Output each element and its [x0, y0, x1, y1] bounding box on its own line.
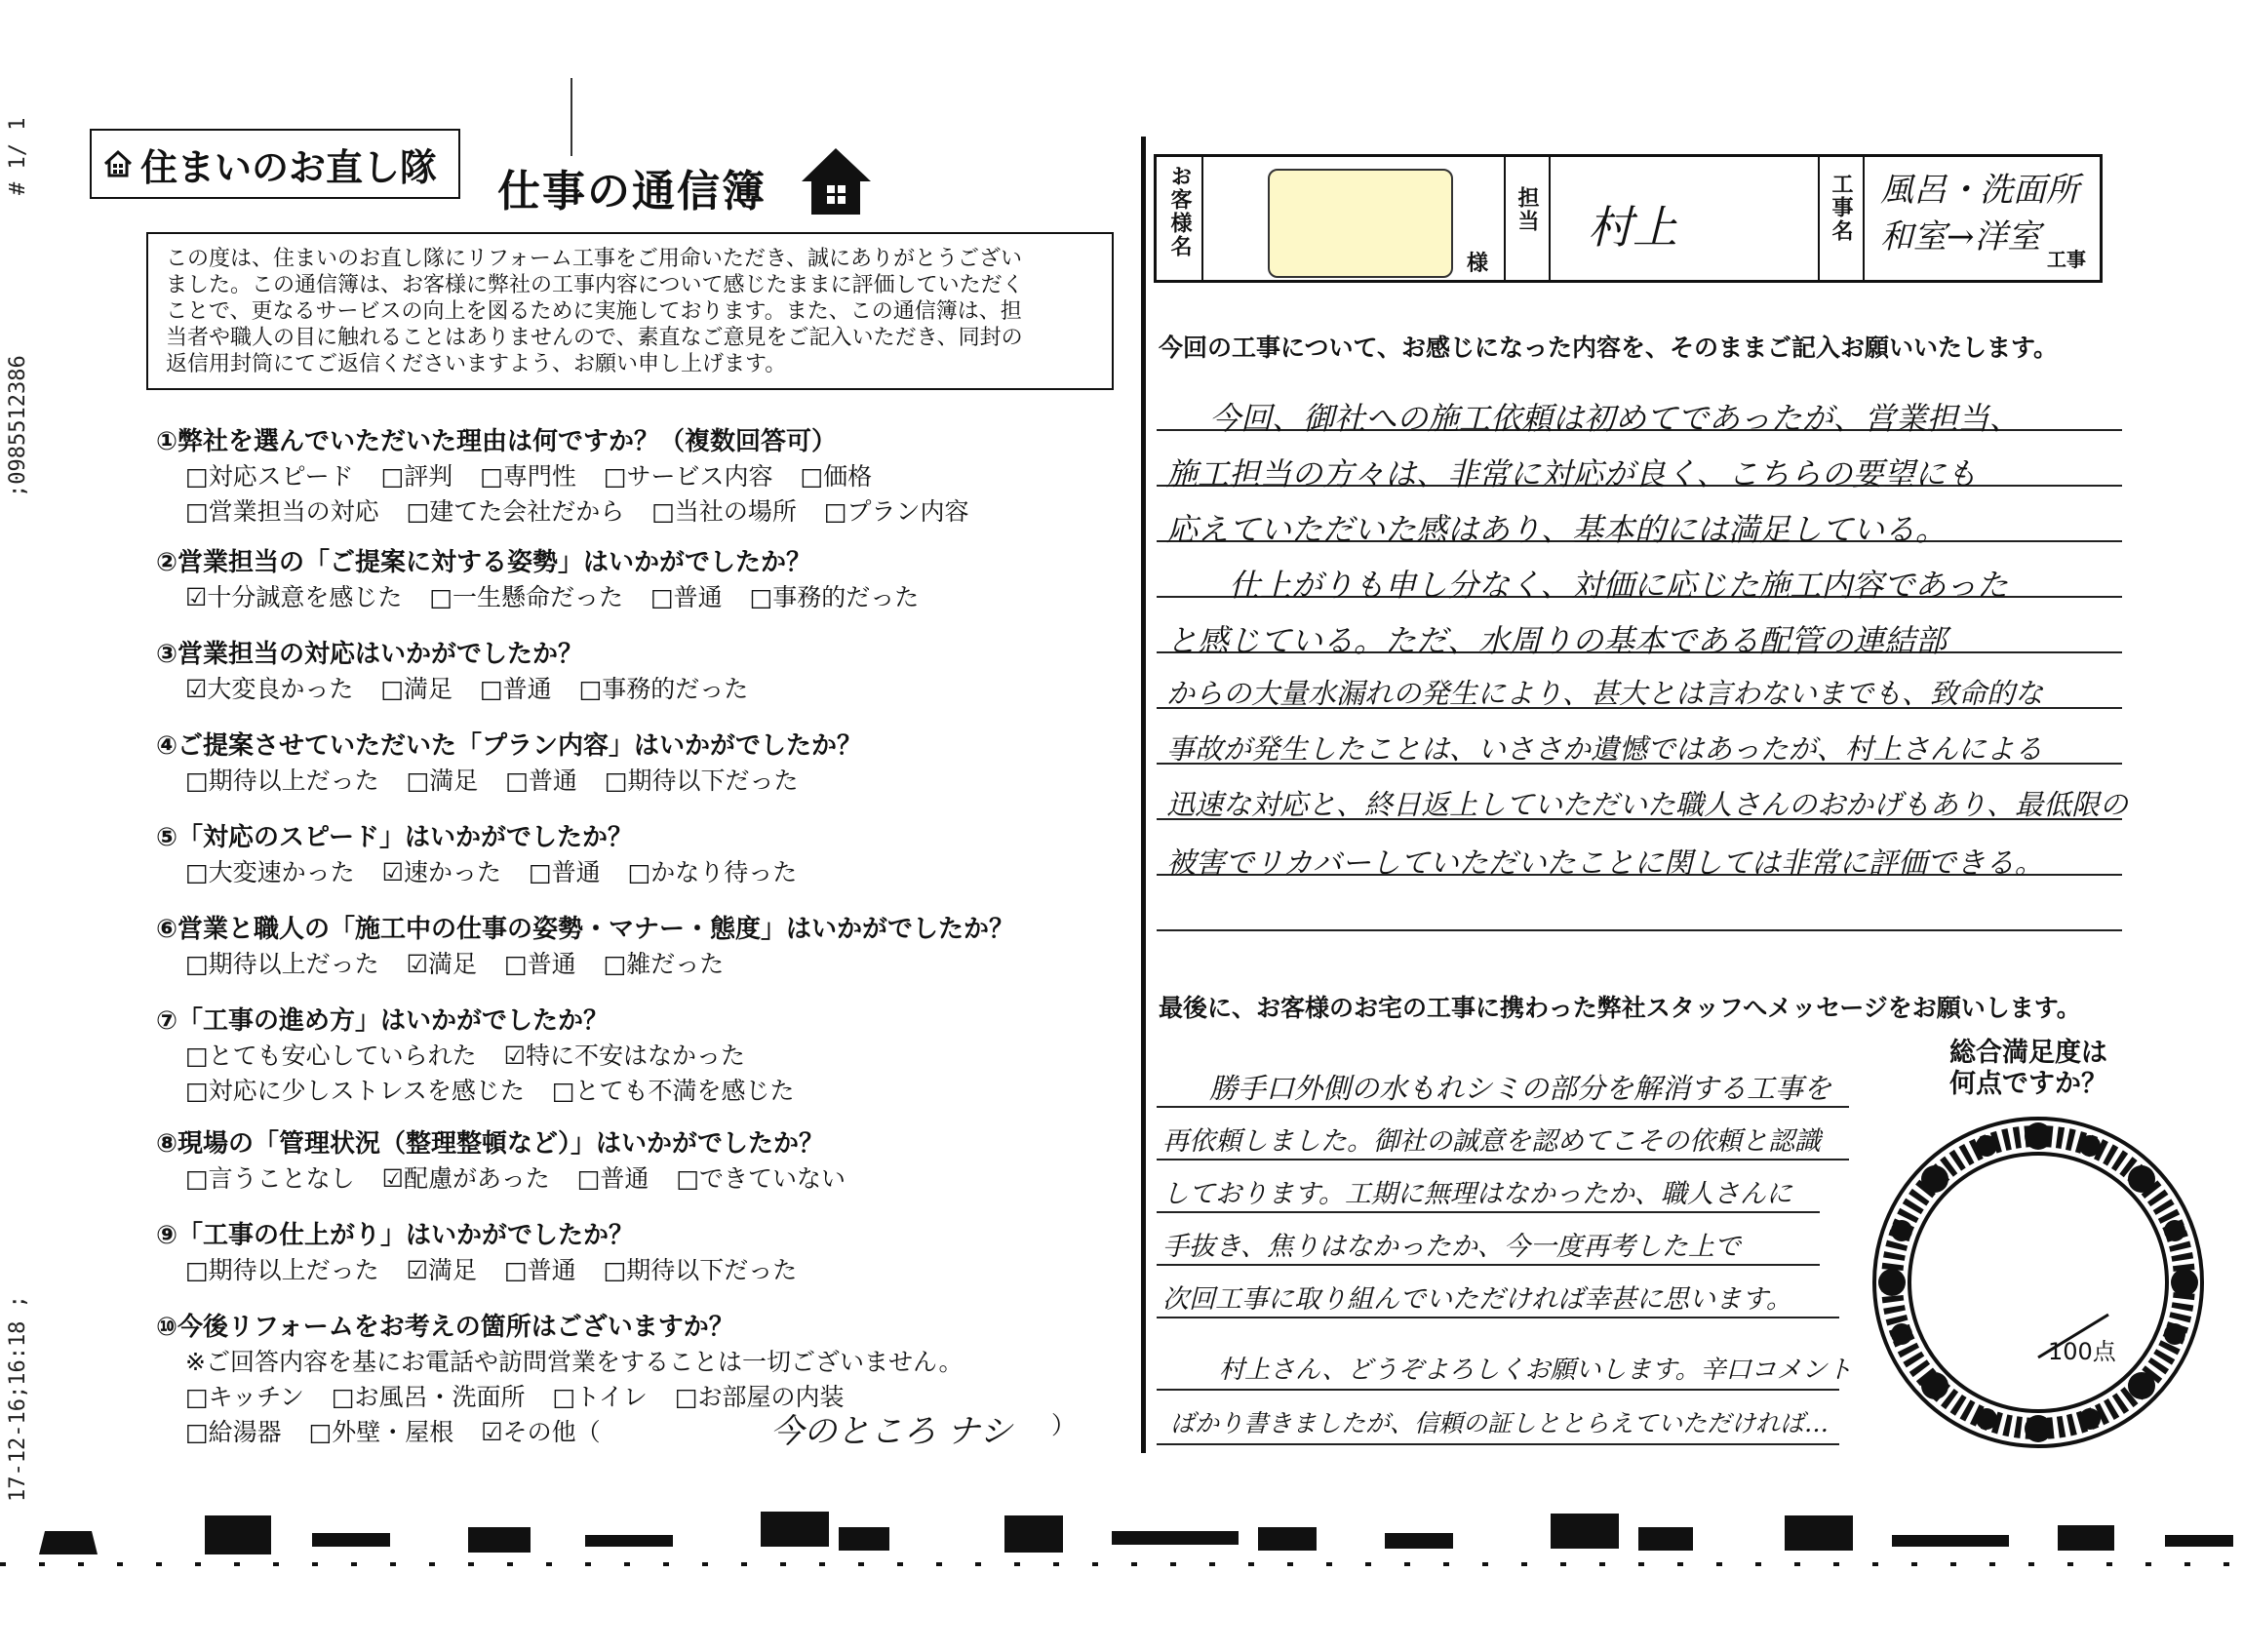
message-line: ばかり書きましたが、信頼の証しととらえていただければ…: [1170, 1409, 1830, 1437]
option[interactable]: ☑その他（: [481, 1418, 601, 1446]
option[interactable]: □期待以下だった: [603, 1256, 798, 1284]
intro-line: 返信用封筒にてご返信くださいますよう、お願い申し上げます。: [166, 352, 787, 376]
option[interactable]: □できていない: [676, 1164, 846, 1193]
question-2: [156, 542, 946, 613]
question-9: [156, 1215, 824, 1286]
option[interactable]: □期待以上だった: [185, 1256, 379, 1284]
question-3: [156, 634, 775, 705]
impression-line: 事故が発生したことは、いささか遺憾ではあったが、村上さんによる: [1166, 732, 2043, 766]
work-name-line2: 和室→洋室: [1880, 217, 2041, 256]
intro-text-box: [146, 232, 1114, 390]
option[interactable]: □普通: [504, 1256, 576, 1284]
impression-line: 施工担当の方々は、非常に対応が良く、こちらの要望にも: [1166, 455, 1978, 492]
option[interactable]: □当社の場所: [651, 497, 797, 526]
option[interactable]: □普通: [504, 950, 576, 978]
option[interactable]: □専門性: [480, 462, 576, 491]
option[interactable]: □とても安心していられた: [185, 1042, 477, 1070]
option[interactable]: □評判: [380, 462, 453, 491]
question-text: ⑥営業と職人の「施工中の仕事の姿勢・マナー・態度」はいかがでしたか？: [156, 915, 1015, 944]
option[interactable]: □満足: [380, 675, 453, 703]
ruled-line: [1157, 929, 2122, 931]
house-icon: [800, 146, 873, 216]
message-line: 再依頼しました。御社の誠意を認めてこその依頼と認識: [1162, 1126, 1821, 1157]
other-close-paren: ）: [1051, 1411, 1077, 1439]
center-divider: [1141, 137, 1146, 1453]
sama-suffix: 様: [1467, 252, 1489, 276]
message-line: 次回工事に取り組んでいただければ幸甚に思います。: [1162, 1284, 1792, 1315]
option[interactable]: ☑十分誠意を感じた: [185, 583, 403, 611]
ruled-line: [1157, 1317, 1839, 1318]
option[interactable]: □言うことなし: [185, 1164, 355, 1193]
other-answer-handwritten: 今のところ ナシ: [770, 1412, 1013, 1451]
fax-datetime: 17-12-16;16:18 ;: [6, 1295, 30, 1502]
option[interactable]: □普通: [529, 858, 601, 886]
satisfaction-question: [1931, 1038, 2126, 1100]
staff-label: 担当: [1515, 186, 1539, 233]
option[interactable]: □期待以下だった: [604, 767, 799, 795]
house-logo-icon: [103, 149, 133, 178]
satisfaction-question-line: 総合満足度は: [1949, 1038, 2107, 1068]
option[interactable]: □期待以上だった: [185, 950, 379, 978]
town-silhouette: [0, 1502, 2243, 1590]
customer-label: お客様名: [1167, 165, 1192, 258]
ruled-line: [1157, 1159, 1849, 1160]
question-note: ※ご回答内容を基にお電話や訪問営業をすることは一切ございません。: [185, 1348, 964, 1376]
question-7: [156, 1001, 822, 1107]
ruled-line: [1157, 1264, 1820, 1266]
option[interactable]: □事務的だった: [749, 583, 920, 611]
message-line: 村上さん、どうぞよろしくお願いします。辛口コメント: [1219, 1356, 1853, 1385]
wreath-icon: [1853, 1102, 2223, 1463]
option[interactable]: ☑配慮があった: [381, 1164, 550, 1193]
impression-line: と感じている。ただ、水周りの基本である配管の連結部: [1166, 622, 1948, 659]
option[interactable]: □キッチン: [185, 1383, 304, 1411]
impression-line: 今回、御社への施工依頼は初めてであったが、営業担当、: [1209, 400, 2021, 437]
option[interactable]: □対応に少しストレスを感じた: [185, 1077, 525, 1105]
option[interactable]: □お部屋の内装: [674, 1383, 845, 1411]
satisfaction-question-line: 何点ですか？: [1949, 1069, 2107, 1099]
impression-line: 迅速な対応と、終日返上していただいた職人さんのおかげもあり、最低限の: [1166, 788, 2129, 821]
question-5: [156, 817, 824, 888]
message-line: 手抜き、焦りはなかったか、今一度再考した上で: [1162, 1232, 1741, 1262]
option[interactable]: □プラン内容: [823, 497, 969, 526]
option[interactable]: □満足: [406, 767, 479, 795]
question-text: ②営業担当の「ご提案に対する姿勢」はいかがでしたか？: [156, 548, 812, 577]
intro-line: ました。この通信簿は、お客様に弊社の工事内容について感じたままに評価していただく: [166, 273, 1024, 297]
option[interactable]: □給湯器: [185, 1418, 282, 1446]
option[interactable]: □かなり待った: [627, 858, 798, 886]
fax-page-marker: # 1/ 1: [6, 117, 30, 195]
work-label: 工事名: [1829, 173, 1853, 243]
option[interactable]: □普通: [505, 767, 577, 795]
customer-name-field[interactable]: [1268, 169, 1453, 278]
question-text: ④ご提案させていただいた「プラン内容」はいかがでしたか？: [156, 731, 863, 761]
option[interactable]: □価格: [800, 462, 873, 491]
option[interactable]: □建てた会社だから: [406, 497, 625, 526]
option[interactable]: ☑満足: [406, 950, 478, 978]
question-8: [156, 1123, 873, 1195]
satisfaction-score: 100点: [2048, 1338, 2116, 1365]
fold-mark: [571, 78, 572, 156]
option[interactable]: □普通: [650, 583, 723, 611]
intro-line: この度は、住まいのお直し隊にリフォーム工事をご用命いただき、誠にありがとうござい: [166, 247, 1023, 271]
ruled-line: [1157, 1211, 1820, 1213]
intro-line: 当者や職人の目に触れることはありませんので、素直なご意見をご記入いただき、同封の: [166, 326, 1023, 350]
work-name-line1: 風呂・洗面所: [1880, 171, 2079, 210]
option[interactable]: □とても不満を感じた: [551, 1077, 795, 1105]
option[interactable]: □普通: [576, 1164, 649, 1193]
option[interactable]: ☑大変良かった: [185, 675, 354, 703]
staff-name-handwritten: 村上: [1588, 201, 1677, 254]
question-text: ⑦「工事の進め方」はいかがでしたか？: [156, 1006, 610, 1036]
question-text: ③営業担当の対応はいかがでしたか？: [156, 640, 584, 669]
option[interactable]: ☑特に不安はなかった: [503, 1042, 746, 1070]
form-title: 仕事の通信簿: [497, 167, 767, 216]
question-text: ⑨「工事の仕上がり」はいかがでしたか？: [156, 1221, 635, 1250]
message-line: しております。工期に無理はなかったか、職人さんに: [1162, 1179, 1792, 1209]
option[interactable]: ☑満足: [406, 1256, 478, 1284]
ruled-line: [1157, 1389, 1839, 1391]
info-header-box: [1154, 154, 2103, 283]
fax-number: ;0985512386: [6, 355, 30, 497]
impression-line: 被害でリカバーしていただいたことに関しては非常に評価できる。: [1166, 846, 2044, 881]
impression-line: からの大量水漏れの発生により、甚大とは言わないまでも、致命的な: [1166, 677, 2044, 710]
option[interactable]: □期待以上だった: [185, 767, 379, 795]
option[interactable]: ☑速かった: [381, 858, 502, 886]
impression-line: 仕上がりも申し分なく、対価に応じた施工内容であった: [1229, 567, 2009, 604]
option[interactable]: □お風呂・洗面所: [331, 1383, 526, 1411]
option[interactable]: □対応スピード: [185, 462, 354, 491]
option[interactable]: □普通: [480, 675, 552, 703]
impression-line: 応えていただいた感はあり、基本的には満足している。: [1166, 511, 1948, 548]
option[interactable]: □一生懸命だった: [429, 583, 624, 611]
question-text: ⑩今後リフォームをお考えの箇所はございますか？: [156, 1313, 734, 1342]
ruled-line: [1157, 1443, 1839, 1445]
option[interactable]: □営業担当の対応: [185, 497, 379, 526]
question-text: ①弊社を選んでいただいた理由は何ですか？（複数回答可）: [156, 427, 838, 456]
work-suffix: 工事: [2047, 248, 2086, 271]
option[interactable]: □トイレ: [552, 1383, 648, 1411]
message-prompt: 最後に、お客様のお宅の工事に携わった弊社スタッフへメッセージをお願いします。: [1159, 994, 2081, 1022]
question-1: [156, 421, 997, 528]
option[interactable]: □大変速かった: [185, 858, 355, 886]
question-text: ⑧現場の「管理状況（整理整頓など）」はいかがでしたか？: [156, 1129, 825, 1159]
message-line: 勝手口外側の水もれシミの部分を解消する工事を: [1209, 1072, 1832, 1105]
intro-line: ことで、更なるサービスの向上を図るために実施しております。また、この通信簿は、担: [166, 299, 1022, 324]
option[interactable]: □外壁・屋根: [308, 1418, 454, 1446]
brand-name: 住まいのお直し隊: [140, 145, 438, 189]
question-text: ⑤「対応のスピード」はいかがでしたか？: [156, 823, 633, 852]
impression-prompt: 今回の工事について、お感じになった内容を、そのままご記入お願いいたします。: [1159, 334, 2059, 362]
option[interactable]: □事務的だった: [578, 675, 749, 703]
option[interactable]: □雑だった: [603, 950, 725, 978]
question-4: [156, 726, 862, 797]
option[interactable]: □サービス内容: [603, 462, 773, 491]
brand-box: [90, 129, 460, 199]
question-6: [156, 909, 1014, 980]
